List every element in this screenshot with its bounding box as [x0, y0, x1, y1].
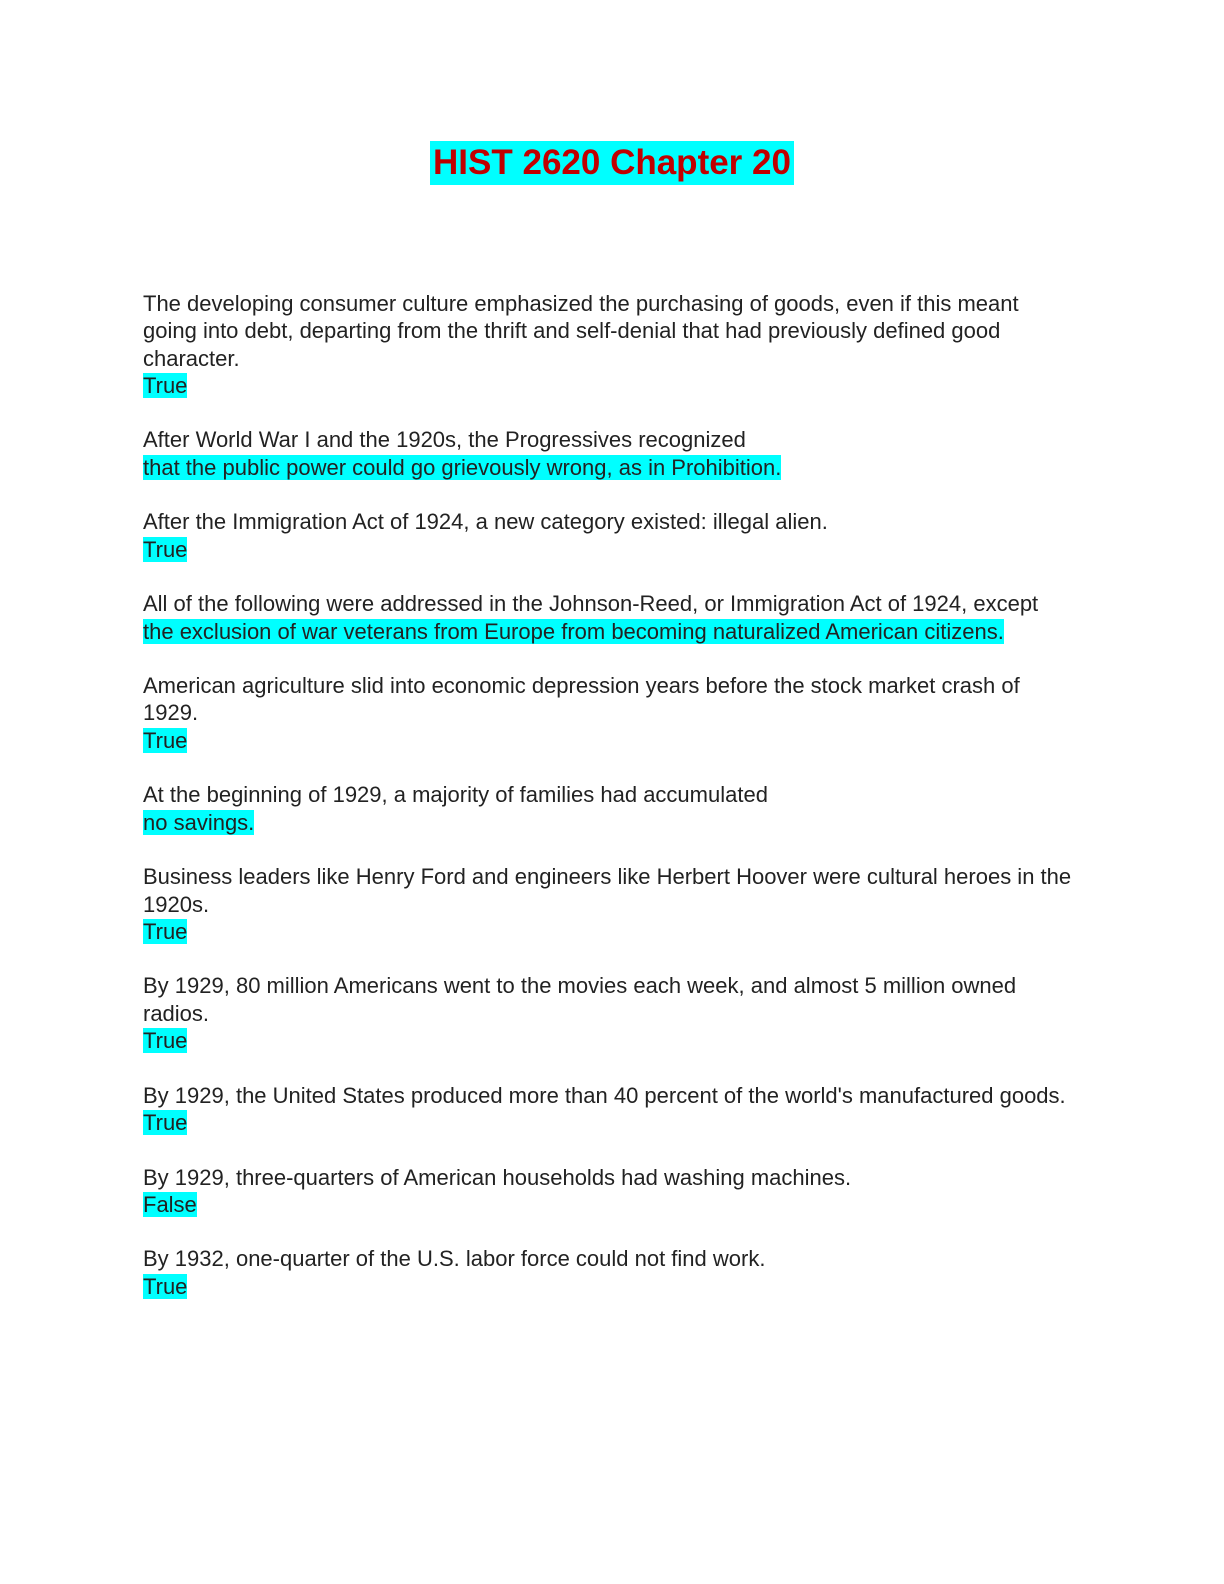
- question-item: [143, 426, 1078, 481]
- question-item: [143, 863, 1078, 945]
- question-item: [143, 1245, 1078, 1300]
- question-item: [143, 1164, 1078, 1219]
- question-item: [143, 508, 1078, 563]
- answer-highlight: no savings.: [143, 809, 255, 835]
- question-item: [143, 290, 1078, 399]
- question-item: [143, 1082, 1078, 1137]
- title-block: [0, 141, 1224, 185]
- question-text: By 1929, 80 million Americans went to the movies each week, and almost 5 million owned radios.: [143, 973, 1017, 1026]
- question-list: [143, 290, 1078, 1327]
- question-item: [143, 672, 1078, 754]
- question-text: American agriculture slid into economic depression years before the stock market crash of 1929.: [143, 673, 1020, 726]
- answer-highlight: True: [143, 1109, 188, 1135]
- answer-highlight: True: [143, 918, 188, 944]
- question-text: All of the following were addressed in the Johnson-Reed, or Immigration Act of 1924, except: [143, 591, 1039, 617]
- question-text: At the beginning of 1929, a majority of families had accumulated: [143, 782, 768, 808]
- answer-highlight: True: [143, 372, 188, 398]
- question-item: [143, 590, 1078, 645]
- answer-highlight: True: [143, 1028, 188, 1054]
- question-text: By 1929, three-quarters of American households had washing machines.: [143, 1164, 852, 1190]
- answer-highlight: True: [143, 536, 188, 562]
- question-item: [143, 972, 1078, 1054]
- question-text: The developing consumer culture emphasized the purchasing of goods, even if this meant going into debt, departing from the thrift and self-denial that had previously defined good character.: [143, 291, 1019, 371]
- answer-highlight: False: [143, 1191, 197, 1217]
- answer-highlight: True: [143, 727, 188, 753]
- question-text: After the Immigration Act of 1924, a new category existed: illegal alien.: [143, 509, 828, 535]
- question-text: By 1932, one-quarter of the U.S. labor force could not find work.: [143, 1246, 766, 1272]
- page-title: HIST 2620 Chapter 20: [430, 141, 794, 185]
- answer-highlight: that the public power could go grievously wrong, as in Prohibition.: [143, 454, 782, 480]
- question-text: By 1929, the United States produced more than 40 percent of the world's manufactured goods.: [143, 1082, 1066, 1108]
- question-item: [143, 781, 1078, 836]
- question-text: After World War I and the 1920s, the Progressives recognized: [143, 427, 746, 453]
- question-text: Business leaders like Henry Ford and engineers like Herbert Hoover were cultural heroes in the 1920s.: [143, 864, 1072, 917]
- answer-highlight: True: [143, 1273, 188, 1299]
- answer-highlight: the exclusion of war veterans from Europe from becoming naturalized American citizens.: [143, 618, 1004, 644]
